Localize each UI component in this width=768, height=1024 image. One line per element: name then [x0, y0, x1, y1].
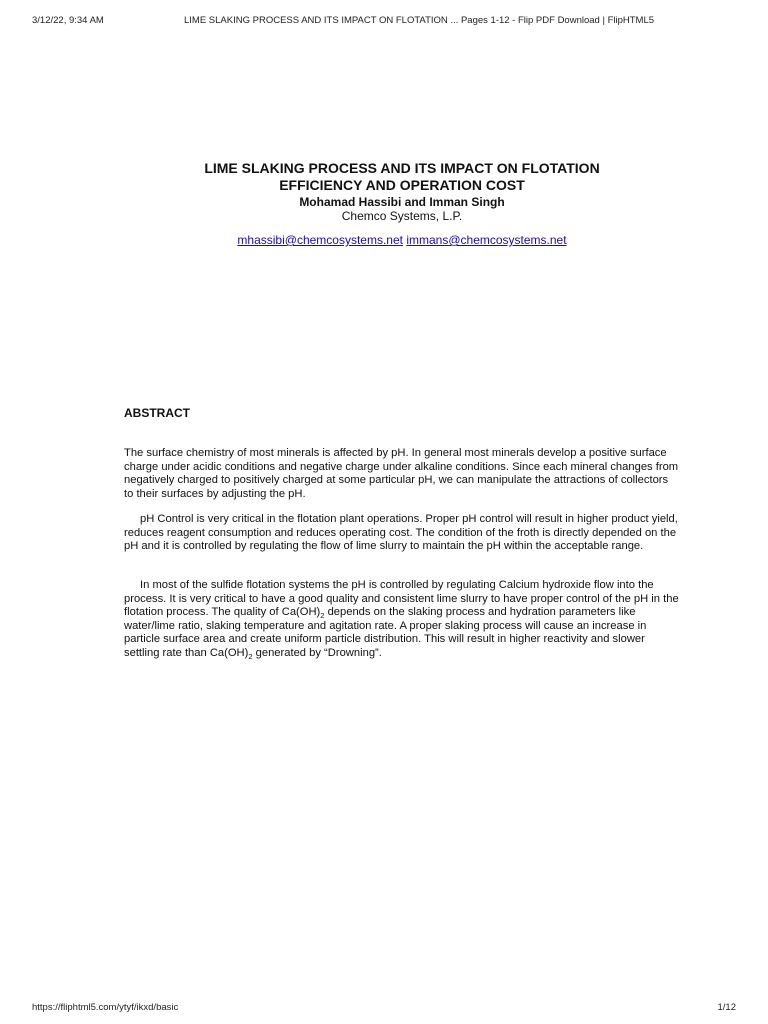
- document-authors: Mohamad Hassibi and Imman Singh: [299, 195, 505, 209]
- email-link-immans[interactable]: immans@chemcosystems.net: [406, 233, 567, 247]
- print-page-number: 1/12: [717, 1002, 736, 1013]
- print-url: https://fliphtml5.com/ytyf/ikxd/basic: [32, 1002, 179, 1013]
- document-page: [124, 160, 680, 662]
- document-title-line-2: EFFICIENCY AND OPERATION COST: [279, 177, 525, 193]
- print-date: 3/12/22, 9:34 AM: [32, 15, 104, 26]
- abstract-heading: ABSTRACT: [124, 406, 190, 420]
- document-title: [124, 160, 680, 194]
- print-header: [32, 14, 736, 28]
- author-emails: [124, 233, 680, 248]
- document-title-line-1: LIME SLAKING PROCESS AND ITS IMPACT ON FLOTATION: [204, 160, 600, 176]
- print-footer: [32, 1001, 736, 1015]
- subscript-2: 2: [248, 652, 253, 662]
- subscript-2: 2: [320, 611, 325, 621]
- document-affiliation: Chemco Systems, L.P.: [341, 209, 463, 223]
- abstract-paragraph-2: pH Control is very critical in the flotation plant operations. Proper pH control will result in higher product yield, reduces reagent consumption and reduces operating cost. The condition of the froth is directly depended on the pH and it is controlled by regulating the flow of lime slurry to maintain the pH within the acceptable range.: [124, 513, 678, 553]
- print-page-title: LIME SLAKING PROCESS AND ITS IMPACT ON FLOTATION ... Pages 1-12 - Flip PDF Download | FlipHTML5: [184, 15, 655, 26]
- abstract-paragraph-3: [124, 579, 680, 661]
- paragraph-3-part-b: depends on the slaking process and hydration parameters like water/lime ratio, slaking temperature and agitation rate. A proper slaking process will cause an increase in particle surface area and create uniform particle distribution. This will result in higher reactivity and slower settling rate than Ca(OH): [124, 606, 647, 659]
- paragraph-3-part-c: generated by “Drowning”.: [252, 646, 382, 659]
- paragraph-3-part-a: In most of the sulfide flotation systems the pH is controlled by regulating Calcium hydroxide flow into the process. It is very critical to have a good quality and consistent lime slurry to have proper control of the pH in the flotation process. The quality of Ca(OH): [124, 579, 679, 619]
- abstract-paragraph-1: The surface chemistry of most minerals is affected by pH. In general most minerals develop a positive surface charge under acidic conditions and negative charge under alkaline conditions. Since each mineral changes from negatively charged to positively charged at some particular pH, we can manipulate the attractions of collectors to their surfaces by adjusting the pH.: [124, 447, 679, 500]
- email-link-mhassibi[interactable]: mhassibi@chemcosystems.net: [237, 233, 403, 247]
